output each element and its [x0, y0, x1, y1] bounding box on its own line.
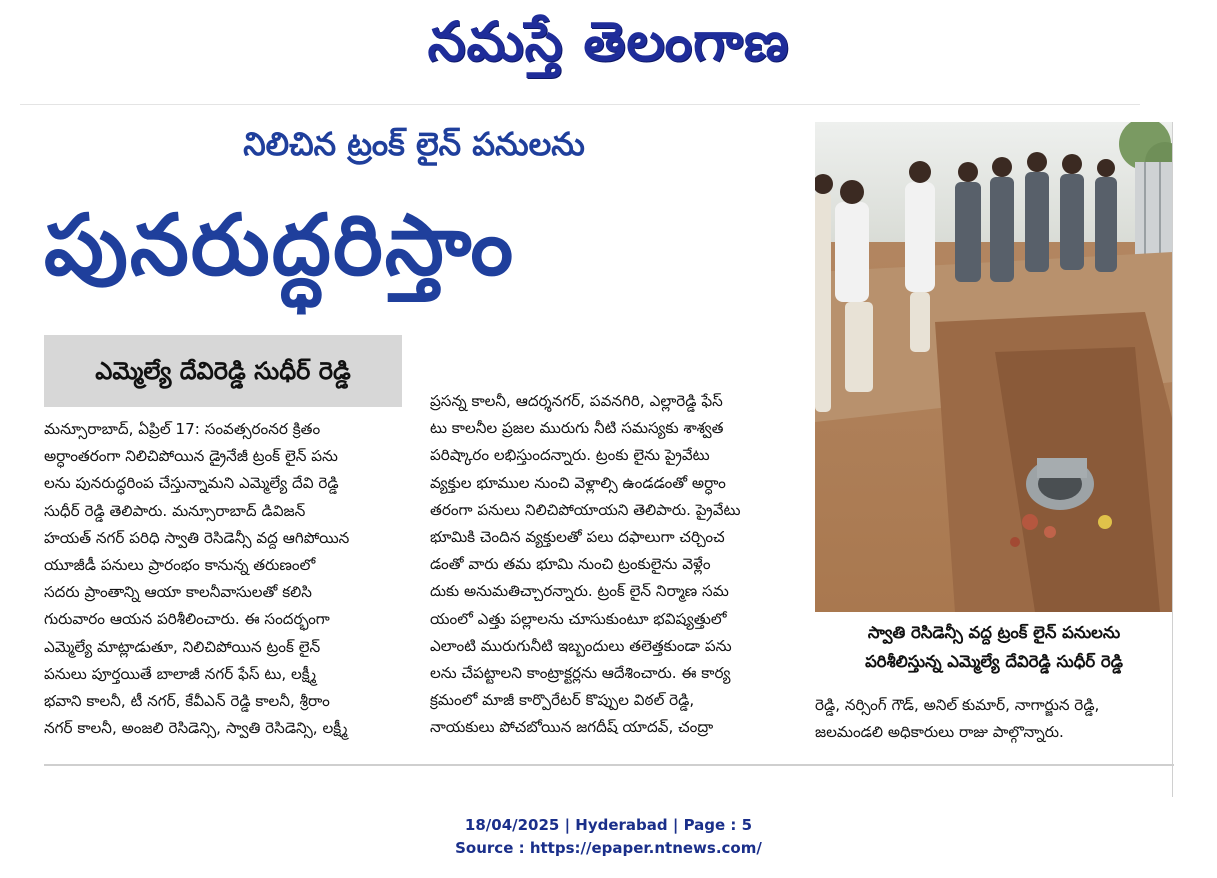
bottom-divider [44, 764, 1174, 766]
text-line: యంలో ఎత్తు పల్లాలను చూసుకుంటూ భవిష్యత్తులో [430, 609, 727, 628]
text-line: ప్రసన్న కాలనీ, ఆదర్శనగర్, పవనగిరి, ఎల్లారెడ్డి ఫేస్ [430, 392, 723, 410]
caption-line: పరిశీలిస్తున్న ఎమ్మెల్యే దేవిరెడ్డి సుధీర్ రెడ్డి [865, 652, 1123, 671]
text-line: భూమికి చెందిన వ్యక్తులతో పలు దఫాలుగా చర్చించ [430, 528, 725, 547]
masthead [0, 0, 1217, 84]
text-line: వ్యక్తుల భూముల నుంచి వెళ్లాల్సి ఉండడంతో అర్ధాం [430, 473, 726, 492]
article-column-2 [430, 388, 790, 742]
text-line: పరిష్కారం లభిస్తుందన్నారు. ట్రంకు లైను ప్రైవేటు [430, 446, 710, 465]
top-divider [20, 104, 1140, 105]
text-line: యూజీడీ పనులు ప్రారంభం కానున్న తరుణంలో [44, 556, 316, 575]
text-line: నగర్ కాలనీ, అంజలి రెసిడెన్సి, స్వాతి రెసిడెన్సి, లక్ష్మీ [44, 719, 348, 738]
right-divider [1172, 122, 1173, 797]
text-line: గురువారం ఆయన పరిశీలించారు. ఈ సందర్భంగా [44, 610, 330, 629]
text-line: తరంగా పనులు నిలిచిపోయాయని తెలిపారు. ప్రైవేటు [430, 500, 741, 519]
text-line: లను పునరుద్ధరింప చేస్తున్నామని ఎమ్మెల్యే దేవి రెడ్డి [44, 474, 339, 493]
article-column-3 [815, 692, 1173, 746]
article-subhead: ఎమ్మెల్యే దేవిరెడ్డి సుధీర్ రెడ్డి [95, 357, 351, 385]
text-line: ఎమ్మెల్యే మాట్లాడుతూ, నిలిచిపోయిన ట్రంక్ లైన్ [44, 637, 321, 656]
edition-info: 18/04/2025 | Hyderabad | Page : 5 [464, 816, 753, 834]
photo-caption [815, 618, 1173, 676]
text-line: క్రమంలో మాజీ కార్పొరేటర్ కొప్పుల విఠల్ రెడ్డి, [430, 691, 695, 710]
text-line: డంతో వారు తమ భూమి నుంచి ట్రంకులైను వెళ్లేం [430, 555, 711, 574]
page-footer [0, 814, 1217, 860]
article-photo [815, 122, 1173, 612]
caption-line: స్వాతి రెసిడెన్సీ వద్ద ట్రంక్ లైన్ పనులను [867, 623, 1121, 642]
text-line: సుధీర్ రెడ్డి తెలిపారు. మన్సూరాబాద్ డివిజన్ [44, 501, 306, 520]
source-link[interactable]: Source : https://epaper.ntnews.com/ [455, 839, 762, 857]
newspaper-logo: నమస్తే తెలంగాణ [427, 10, 790, 73]
text-line: జలమండలి అధికారులు రాజు పాల్గొన్నారు. [815, 723, 1064, 742]
text-line: అర్ధాంతరంగా నిలిచిపోయిన డ్రైనేజీ ట్రంక్ లైన్ పను [44, 447, 338, 466]
text-line: నాయకులు పోచబోయిన జగదీష్ యాదవ్, చంద్రా [430, 718, 714, 737]
text-line: పనులు పూర్తయితే బాలాజీ నగర్ ఫేస్ టు, లక్ష్మీ [44, 664, 317, 683]
text-line: హయత్ నగర్ పరిధి స్వాతి రెసిడెన్సీ వద్ద ఆగిపోయిన [44, 528, 350, 547]
article-kicker: నిలిచిన ట్రంక్ లైన్ పనులను [243, 125, 585, 163]
text-line: సదరు ప్రాంతాన్ని ఆయా కాలనీవాసులతో కలిసి [44, 583, 312, 602]
text-line: రెడ్డి, నర్సింగ్ గౌడ్, అనిల్ కుమార్, నాగార్జున రెడ్డి, [815, 696, 1100, 714]
text-line: భవాని కాలనీ, టీ నగర్, కేవీఎన్ రెడ్డి కాలనీ, శ్రీరాం [44, 692, 330, 711]
text-line: మన్సూరాబాద్, ఏప్రిల్ 17: సంవత్సరంనర క్రితం [44, 420, 321, 438]
article-column-1 [44, 416, 403, 742]
article-headline: పునరుద్ధరిస్తాం [44, 196, 516, 294]
text-line: లను చేపట్టాలని కాంట్రాక్టర్లను ఆదేశించారు. ఈ కార్య [430, 664, 731, 683]
subhead-box [44, 335, 402, 407]
text-line: ఎలాంటి మురుగునీటి ఇబ్బందులు తలెత్తకుండా పను [430, 636, 732, 655]
text-line: టు కాలనీల ప్రజల మురుగు నీటి సమస్యకు శాశ్వత [430, 419, 724, 438]
photo-illustration [815, 122, 1173, 612]
text-line: దుకు అనుమతిచ్చారన్నారు. ట్రంక్ లైన్ నిర్మాణ సమ [430, 582, 729, 601]
